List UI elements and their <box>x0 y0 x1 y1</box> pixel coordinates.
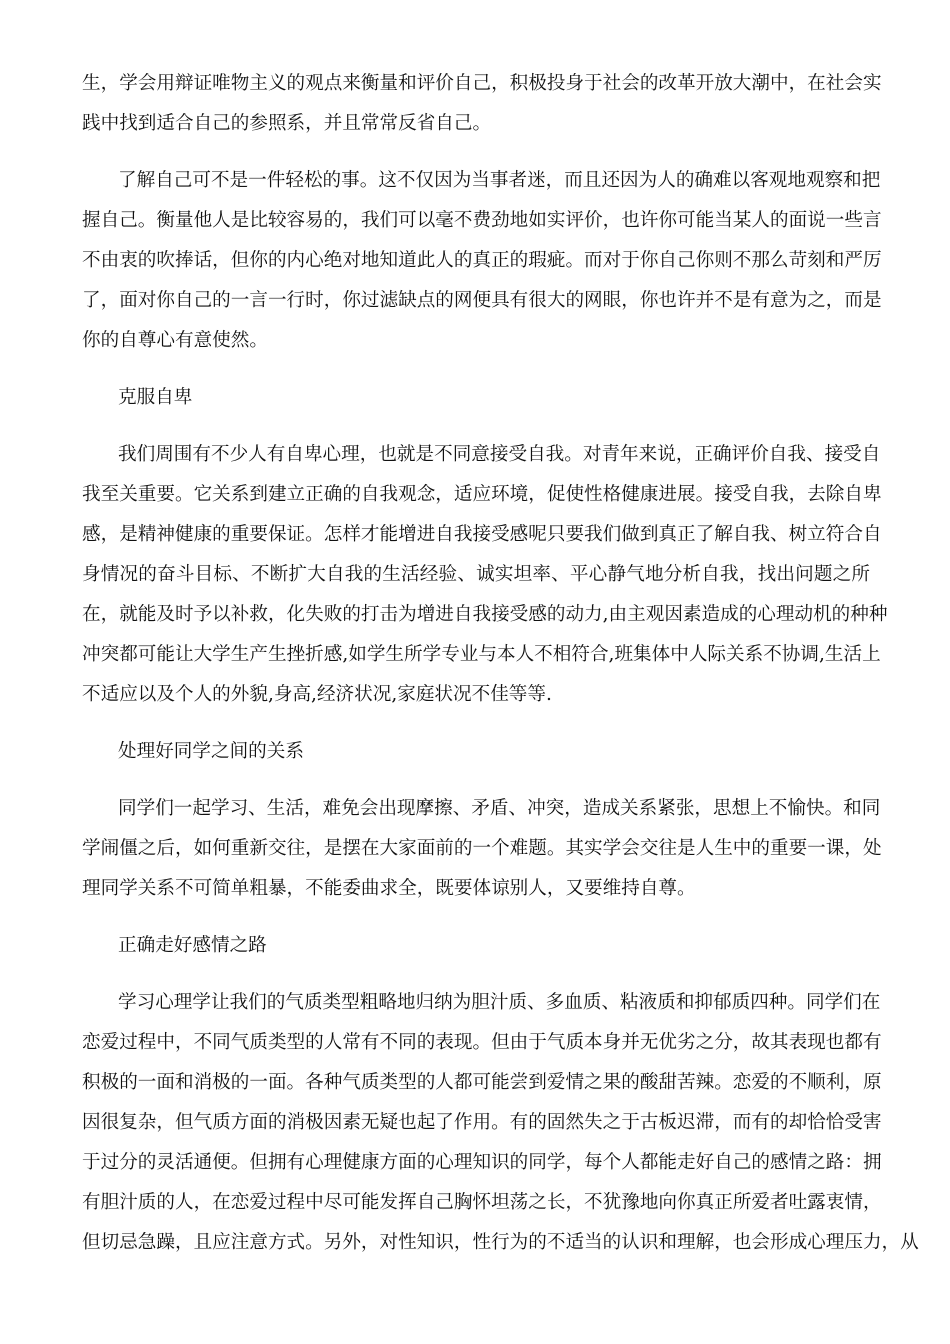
text-line: 握自己。衡量他人是比较容易的，我们可以毫不费劲地如实评价，也许你可能当某人的面说一些言 <box>82 210 882 231</box>
text-line: 了，面对你自己的一言一行时，你过滤缺点的网便具有很大的网眼，你也许并不是有意为之，而是 <box>82 290 882 311</box>
heading-text: 处理好同学之间的关系 <box>118 741 304 762</box>
text-line: 有胆汁质的人，在恋爱过程中尽可能发挥自己胸怀坦荡之长，不犹豫地向你真正所爱者吐露衷情， <box>82 1192 882 1213</box>
paragraph <box>82 161 882 361</box>
text-line: 感，是精神健康的重要保证。怎样才能增进自我接受感呢只要我们做到真正了解自我、树立符合自 <box>82 524 882 545</box>
text-line: 践中找到适合自己的参照系，并且常常反省自己。 <box>82 113 492 134</box>
text-line: 生，学会用辩证唯物主义的观点来衡量和评价自己，积极投身于社会的改革开放大潮中，在社会实 <box>82 73 882 94</box>
text-line: 理同学关系不可简单粗暴，不能委曲求全，既要体谅别人，又要维持自尊。 <box>82 878 696 899</box>
paragraph <box>82 789 882 909</box>
text-line: 不由衷的吹捧话，但你的内心绝对地知道此人的真正的瑕疵。而对于你自己你则不那么苛刻和严厉 <box>82 250 882 271</box>
text-line: 了解自己可不是一件轻松的事。这不仅因为当事者迷，而且还因为人的确难以客观地观察和把 <box>118 170 881 191</box>
text-line: 学闹僵之后，如何重新交往，是摆在大家面前的一个难题。其实学会交往是人生中的重要一课，处 <box>82 838 882 859</box>
text-line: 我至关重要。它关系到建立正确的自我观念，适应环境，促使性格健康进展。接受自我，去除自卑 <box>82 484 882 505</box>
text-line: 学习心理学让我们的气质类型粗略地归纳为胆汁质、多血质、粘液质和抑郁质四种。同学们在 <box>118 992 881 1013</box>
section-heading <box>82 732 870 772</box>
paragraph <box>82 435 888 715</box>
text-line: 我们周围有不少人有自卑心理，也就是不同意接受自我。对青年来说，正确评价自我、接受自 <box>118 444 881 465</box>
text-line: 冲突都可能让大学生产生挫折感,如学生所学专业与本人不相符合,班集体中人际关系不协调,生活上 <box>82 644 881 665</box>
text-line: 恋爱过程中，不同气质类型的人常有不同的表现。但由于气质本身并无优劣之分，故其表现也都有 <box>82 1032 882 1053</box>
heading-text: 克服自卑 <box>118 387 193 408</box>
text-line: 同学们一起学习、生活，难免会出现摩擦、矛盾、冲突，造成关系紧张，思想上不愉快。和同 <box>118 798 881 819</box>
text-line: 于过分的灵活通便。但拥有心理健康方面的心理知识的同学，每个人都能走好自己的感情之路：拥 <box>82 1152 882 1173</box>
text-line: 但切忌急躁，且应注意方式。另外，对性知识，性行为的不适当的认识和理解，也会形成心理压力，从 <box>82 1232 919 1253</box>
paragraph <box>82 64 882 144</box>
text-line: 不适应以及个人的外貌,身高,经济状况,家庭状况不佳等等. <box>82 684 552 705</box>
section-heading <box>82 378 870 418</box>
section-heading <box>82 926 870 966</box>
heading-text: 正确走好感情之路 <box>118 935 267 956</box>
text-line: 积极的一面和消极的一面。各种气质类型的人都可能尝到爱情之果的酸甜苦辣。恋爱的不顺利，原 <box>82 1072 882 1093</box>
text-line: 你的自尊心有意使然。 <box>82 330 268 351</box>
text-line: 因很复杂，但气质方面的消极因素无疑也起了作用。有的固然失之于古板迟滞，而有的却恰恰受害 <box>82 1112 882 1133</box>
text-line: 身情况的奋斗目标、不断扩大自我的生活经验、诚实坦率、平心静气地分析自我，找出问题之所 <box>82 564 870 585</box>
text-line: 在，就能及时予以补救，化失败的打击为增进自我接受感的动力,由主观因素造成的心理动机的种种 <box>82 604 888 625</box>
paragraph <box>82 983 919 1263</box>
